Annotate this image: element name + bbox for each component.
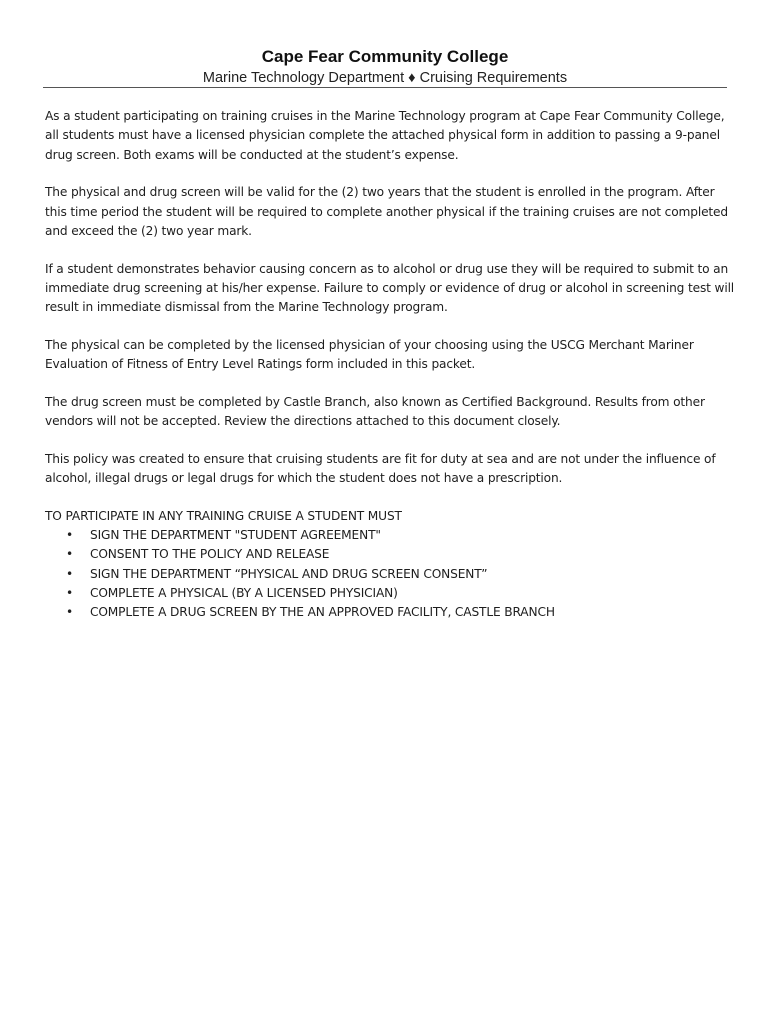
bullet-icon: • (66, 528, 74, 543)
list-item (66, 526, 735, 545)
list-item-text: SIGN THE DEPARTMENT “PHYSICAL AND DRUG SCREEN CONSENT” (90, 566, 488, 581)
list-item-text: COMPLETE A DRUG SCREEN BY THE AN APPROVED FACILITY, CASTLE BRANCH (90, 605, 555, 620)
bullet-icon: • (66, 605, 74, 620)
document-header (43, 46, 727, 87)
page-title: Cape Fear Community College (261, 47, 509, 66)
bullet-icon: • (66, 547, 74, 562)
list-item (66, 584, 735, 603)
list-item (66, 603, 735, 622)
page-subtitle: Marine Technology Department ♦ Cruising Requirements (202, 70, 568, 86)
header-divider (43, 87, 727, 88)
bullet-icon: • (66, 585, 74, 600)
paragraph-validity: The physical and drug screen will be valid for the (2) two years that the student is enrolled in the program. After this time period the student will be required to complete another physical if the training cruises are not completed and exceed the (2) two year mark. (45, 185, 728, 238)
document-body (45, 107, 735, 623)
requirements-heading: TO PARTICIPATE IN ANY TRAINING CRUISE A STUDENT MUST (45, 508, 402, 523)
requirements-list (45, 526, 735, 622)
bullet-icon: • (66, 566, 74, 581)
paragraph-physical-form: The physical can be completed by the licensed physician of your choosing using the USCG Merchant Mariner Evaluation of Fitness of Entry Level Ratings form included in this packet. (45, 337, 694, 372)
list-item (66, 545, 735, 564)
paragraph-behavior-screening: If a student demonstrates behavior causing concern as to alcohol or drug use they will be required to submit to an immediate drug screening at his/her expense. Failure to comply or evidence of drug or alcohol in screening test will result in immediate dismissal from the Marine Technology program. (45, 261, 735, 315)
paragraph-drug-screen-vendor: The drug screen must be completed by Castle Branch, also known as Certified Background. Results from other vendors will not be accepted. Review the directions attached to this document closely. (45, 394, 705, 429)
list-item-text: CONSENT TO THE POLICY AND RELEASE (90, 547, 330, 562)
paragraph-policy-purpose: This policy was created to ensure that cruising students are fit for duty at sea and are not under the influence of alcohol, illegal drugs or legal drugs for which the student does not have a prescription. (45, 451, 716, 486)
list-item-text: SIGN THE DEPARTMENT "STUDENT AGREEMENT" (90, 528, 381, 543)
list-item-text: COMPLETE A PHYSICAL (BY A LICENSED PHYSICIAN) (90, 585, 398, 600)
list-item (66, 565, 735, 584)
paragraph-requirement-intro: As a student participating on training cruises in the Marine Technology program at Cape Fear Community College, all students must have a licensed physician complete the attached physical form in addition to passing a 9-panel drug screen. Both exams will be conducted at the student’s expense. (45, 109, 725, 162)
